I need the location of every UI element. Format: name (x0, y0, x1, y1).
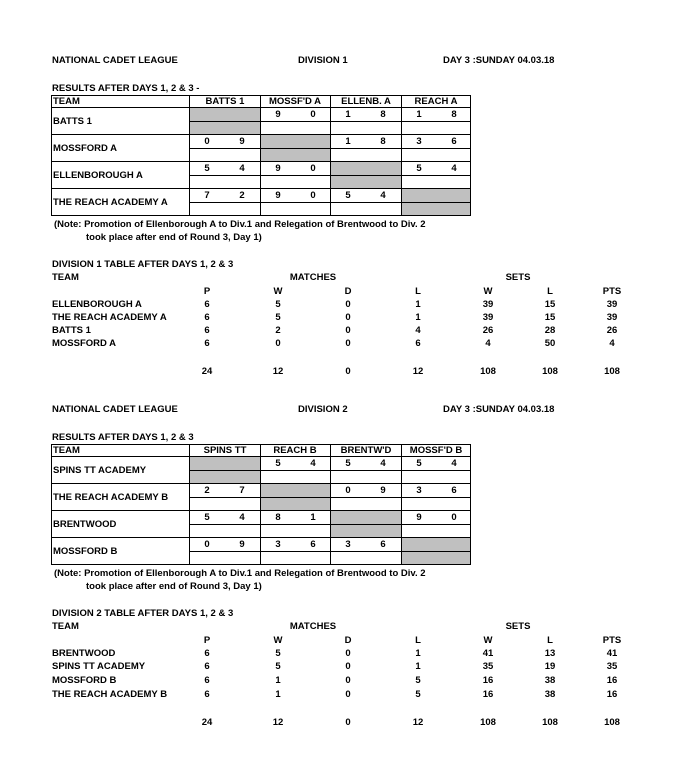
score-value: 9 (416, 512, 422, 523)
score-value: 4 (239, 512, 245, 523)
total-value: 12 (272, 717, 284, 728)
col-points: PTS (602, 286, 622, 297)
stat-value: 0 (345, 299, 351, 310)
stat-value: 4 (609, 338, 615, 349)
table-title: DIVISION 2 TABLE AFTER DAYS 1, 2 & 3 (52, 608, 234, 619)
total-value: 108 (480, 366, 496, 377)
stat-value: 50 (544, 338, 556, 349)
team-header: TEAM (52, 272, 79, 283)
team-name: SPINS TT ACADEMY (52, 661, 146, 672)
total-value: 12 (412, 366, 424, 377)
stat-value: 6 (204, 689, 210, 700)
total-value: 108 (604, 366, 620, 377)
column-header: REACH A (414, 96, 458, 107)
score-value: 9 (239, 136, 245, 147)
stat-value: 1 (415, 299, 421, 310)
total-value: 12 (272, 366, 284, 377)
col-drawn: D (344, 286, 352, 297)
team-name: THE REACH ACADEMY A (52, 312, 167, 323)
score-value: 9 (239, 539, 245, 550)
score-value: 4 (239, 163, 245, 174)
team-name: THE REACH ACADEMY A (53, 197, 168, 208)
stat-value: 0 (345, 675, 351, 686)
col-lost: L (415, 286, 421, 297)
col-won: W (273, 286, 283, 297)
team-header: TEAM (53, 445, 80, 456)
sets-header: SETS (505, 621, 531, 632)
stat-value: 26 (482, 325, 494, 336)
stat-value: 6 (204, 648, 210, 659)
stat-value: 0 (345, 325, 351, 336)
stat-value: 16 (606, 675, 618, 686)
score-value: 6 (380, 539, 386, 550)
results-title: RESULTS AFTER DAYS 1, 2 & 3 (52, 432, 194, 443)
stat-value: 16 (482, 689, 494, 700)
stat-value: 38 (544, 689, 556, 700)
total-value: 108 (604, 717, 620, 728)
stat-value: 15 (544, 299, 556, 310)
matches-header: MATCHES (289, 272, 337, 283)
team-name: MOSSFORD A (52, 338, 117, 349)
stat-value: 39 (606, 312, 618, 323)
stat-value: 28 (544, 325, 556, 336)
stat-value: 5 (275, 299, 281, 310)
column-header: ELLENB. A (341, 96, 391, 107)
results-grid (51, 95, 471, 216)
total-value: 108 (542, 717, 558, 728)
score-value: 8 (380, 136, 386, 147)
column-header: MOSSF'D A (268, 96, 322, 107)
score-value: 5 (204, 163, 210, 174)
stat-value: 19 (544, 661, 556, 672)
team-header: TEAM (52, 621, 79, 632)
sets-header: SETS (505, 272, 531, 283)
score-value: 0 (310, 163, 316, 174)
note-line: (Note: Promotion of Ellenborough A to Div.1 and Relegation of Brentwood to Div. 2 (54, 219, 426, 230)
score-value: 7 (204, 190, 210, 201)
stat-value: 5 (275, 648, 281, 659)
col-sets-lost: L (547, 635, 553, 646)
col-lost: L (415, 635, 421, 646)
col-sets-lost: L (547, 286, 553, 297)
score-value: 4 (380, 190, 386, 201)
score-value: 7 (239, 485, 245, 496)
col-played: P (203, 286, 211, 297)
score-value: 0 (345, 485, 351, 496)
stat-value: 5 (415, 689, 421, 700)
team-name: THE REACH ACADEMY B (53, 492, 169, 503)
stat-value: 6 (415, 338, 421, 349)
stat-value: 39 (606, 299, 618, 310)
stat-value: 6 (204, 675, 210, 686)
stat-value: 15 (544, 312, 556, 323)
stat-value: 2 (275, 325, 281, 336)
stat-value: 1 (415, 312, 421, 323)
score-value: 4 (451, 163, 457, 174)
col-sets-won: W (483, 286, 493, 297)
score-value: 4 (380, 458, 386, 469)
score-value: 3 (416, 485, 422, 496)
team-name: MOSSFORD B (52, 675, 117, 686)
team-name: ELLENBOROUGH A (53, 170, 143, 181)
day-date: DAY 3 :SUNDAY 04.03.18 (443, 404, 555, 415)
score-value: 0 (310, 190, 316, 201)
stat-value: 26 (606, 325, 618, 336)
total-value: 108 (542, 366, 558, 377)
team-name: BRENTWOOD (52, 648, 116, 659)
col-played: P (203, 635, 211, 646)
team-name: THE REACH ACADEMY B (52, 689, 168, 700)
score-value: 0 (204, 136, 210, 147)
total-value: 0 (345, 717, 351, 728)
column-header: REACH B (273, 445, 317, 456)
stat-value: 0 (345, 312, 351, 323)
day-date: DAY 3 :SUNDAY 04.03.18 (443, 55, 555, 66)
score-value: 6 (451, 136, 457, 147)
score-value: 4 (310, 458, 316, 469)
score-value: 9 (380, 485, 386, 496)
stat-value: 38 (544, 675, 556, 686)
score-value: 1 (310, 512, 316, 523)
score-value: 8 (275, 512, 281, 523)
score-value: 8 (380, 109, 386, 120)
stat-value: 0 (345, 689, 351, 700)
team-header: TEAM (53, 96, 80, 107)
score-value: 5 (416, 458, 422, 469)
score-value: 1 (345, 136, 351, 147)
stat-value: 5 (275, 312, 281, 323)
stat-value: 0 (345, 648, 351, 659)
stat-value: 6 (204, 312, 210, 323)
total-value: 0 (345, 366, 351, 377)
results-grid (51, 444, 471, 565)
league-title: NATIONAL CADET LEAGUE (52, 55, 178, 66)
stat-value: 4 (485, 338, 491, 349)
stat-value: 35 (482, 661, 494, 672)
total-value: 24 (201, 717, 213, 728)
score-value: 6 (451, 485, 457, 496)
score-value: 2 (239, 190, 245, 201)
stat-value: 6 (204, 299, 210, 310)
stat-value: 4 (415, 325, 421, 336)
total-value: 24 (201, 366, 213, 377)
stat-value: 1 (415, 648, 421, 659)
note-line: took place after end of Round 3, Day 1) (86, 232, 262, 243)
stat-value: 1 (275, 689, 281, 700)
score-value: 0 (204, 539, 210, 550)
score-value: 6 (310, 539, 316, 550)
stat-value: 39 (482, 312, 494, 323)
stat-value: 6 (204, 325, 210, 336)
team-name: BATTS 1 (53, 116, 92, 127)
stat-value: 41 (482, 648, 494, 659)
stat-value: 6 (204, 661, 210, 672)
score-value: 5 (416, 163, 422, 174)
score-value: 5 (275, 458, 281, 469)
team-name: ELLENBOROUGH A (52, 299, 142, 310)
stat-value: 39 (482, 299, 494, 310)
stat-value: 0 (345, 338, 351, 349)
score-value: 3 (416, 136, 422, 147)
league-title: NATIONAL CADET LEAGUE (52, 404, 178, 415)
score-value: 5 (345, 190, 351, 201)
score-value: 3 (275, 539, 281, 550)
column-header: BRENTW'D (340, 445, 392, 456)
stat-value: 16 (482, 675, 494, 686)
stat-value: 16 (606, 689, 618, 700)
score-value: 5 (345, 458, 351, 469)
stat-value: 6 (204, 338, 210, 349)
score-value: 9 (275, 163, 281, 174)
stat-value: 35 (606, 661, 618, 672)
col-sets-won: W (483, 635, 493, 646)
results-title: RESULTS AFTER DAYS 1, 2 & 3 - (52, 83, 200, 94)
score-value: 4 (451, 458, 457, 469)
team-name: BATTS 1 (52, 325, 91, 336)
stat-value: 1 (275, 675, 281, 686)
column-header: SPINS TT (203, 445, 247, 456)
score-value: 8 (451, 109, 457, 120)
score-value: 2 (204, 485, 210, 496)
score-value: 9 (275, 109, 281, 120)
stat-value: 0 (345, 661, 351, 672)
col-won: W (273, 635, 283, 646)
team-name: SPINS TT ACADEMY (53, 465, 147, 476)
stat-value: 1 (415, 661, 421, 672)
column-header: MOSSF'D B (409, 445, 463, 456)
total-value: 12 (412, 717, 424, 728)
score-value: 1 (345, 109, 351, 120)
score-value: 5 (204, 512, 210, 523)
note-line: took place after end of Round 3, Day 1) (86, 581, 262, 592)
team-name: MOSSFORD A (53, 143, 118, 154)
col-points: PTS (602, 635, 622, 646)
team-name: MOSSFORD B (53, 546, 118, 557)
division-title: DIVISION 1 (298, 55, 348, 66)
matches-header: MATCHES (289, 621, 337, 632)
stat-value: 5 (275, 661, 281, 672)
stat-value: 41 (606, 648, 618, 659)
col-drawn: D (344, 635, 352, 646)
score-value: 0 (451, 512, 457, 523)
score-value: 9 (275, 190, 281, 201)
note-line: (Note: Promotion of Ellenborough A to Div.1 and Relegation of Brentwood to Div. 2 (54, 568, 426, 579)
stat-value: 5 (415, 675, 421, 686)
division-title: DIVISION 2 (298, 404, 348, 415)
score-value: 1 (416, 109, 422, 120)
team-name: BRENTWOOD (53, 519, 117, 530)
score-value: 0 (310, 109, 316, 120)
stat-value: 13 (544, 648, 556, 659)
table-title: DIVISION 1 TABLE AFTER DAYS 1, 2 & 3 (52, 259, 234, 270)
score-value: 3 (345, 539, 351, 550)
column-header: BATTS 1 (205, 96, 245, 107)
stat-value: 0 (275, 338, 281, 349)
total-value: 108 (480, 717, 496, 728)
